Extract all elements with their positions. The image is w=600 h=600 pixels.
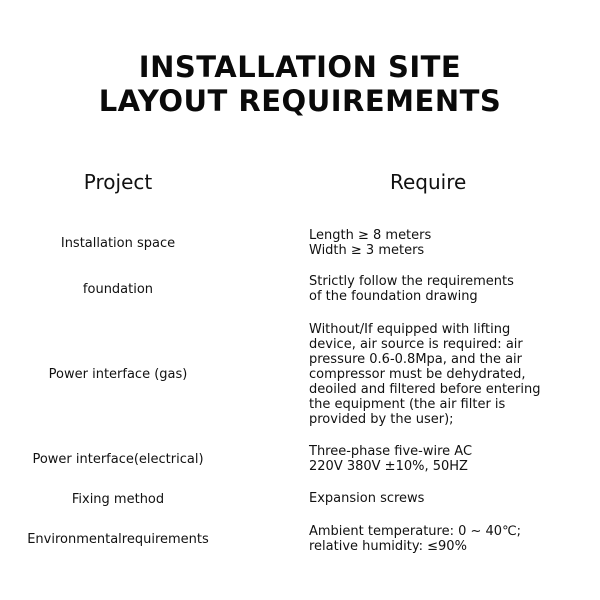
require-cell	[309, 444, 571, 474]
require-line: the equipment (the air filter is	[309, 397, 506, 412]
require-line: device, air source is required: air	[309, 337, 523, 352]
page-title	[0, 50, 600, 118]
project-label: foundation	[82, 281, 154, 297]
require-cell	[309, 524, 571, 554]
require-cell	[309, 274, 571, 304]
require-cell	[309, 322, 571, 427]
require-line: 220V 380V ±10%, 50HZ	[309, 459, 468, 474]
column-header-project: Project	[83, 170, 153, 194]
project-label: Power interface (gas)	[48, 367, 188, 382]
project-label: (electrical)	[133, 451, 204, 467]
table-row-installation-space	[0, 228, 600, 258]
require-line: Ambient temperature: 0 ~ 40℃;	[309, 524, 522, 539]
require-line: Strictly follow the requirements	[309, 274, 514, 289]
column-header-require: Require	[390, 170, 467, 194]
project-label: Fixing method	[71, 491, 165, 507]
table-row-foundation	[0, 274, 600, 304]
require-line: of the foundation drawing	[309, 289, 478, 304]
require-line: relative humidity: ≤90%	[309, 539, 467, 554]
require-line: compressor must be dehydrated,	[309, 367, 526, 382]
project-cell	[0, 491, 236, 507]
project-cell	[0, 228, 236, 258]
require-line: deoiled and filtered before entering	[309, 382, 541, 397]
require-line: Without/If equipped with lifting	[309, 322, 511, 337]
page-title-line-2: LAYOUT REQUIREMENTS	[98, 84, 502, 118]
page-title-line-1: INSTALLATION SITE	[138, 50, 462, 84]
project-cell	[0, 274, 236, 304]
project-label: Environmental	[27, 531, 122, 547]
require-line: pressure 0.6-0.8Mpa, and the air	[309, 352, 523, 367]
require-line: Expansion screws	[309, 491, 425, 506]
project-cell	[0, 444, 236, 474]
require-line: Length ≥ 8 meters	[309, 228, 432, 243]
require-line: Three-phase five-wire AC	[309, 444, 473, 459]
table-row-power-interface-gas	[0, 322, 600, 427]
project-cell	[0, 524, 236, 554]
project-label: requirements	[121, 531, 209, 547]
require-cell	[309, 491, 571, 506]
table-row-power-interface-electrical	[0, 444, 600, 474]
project-label: Installation space	[60, 235, 176, 251]
require-cell	[309, 228, 571, 258]
require-line: provided by the user);	[309, 412, 454, 427]
require-line: Width ≥ 3 meters	[309, 243, 425, 258]
table-row-environmental-requirements	[0, 524, 600, 554]
project-label: Power interface	[32, 451, 134, 467]
project-cell	[0, 322, 236, 427]
table-row-fixing-method	[0, 491, 600, 507]
